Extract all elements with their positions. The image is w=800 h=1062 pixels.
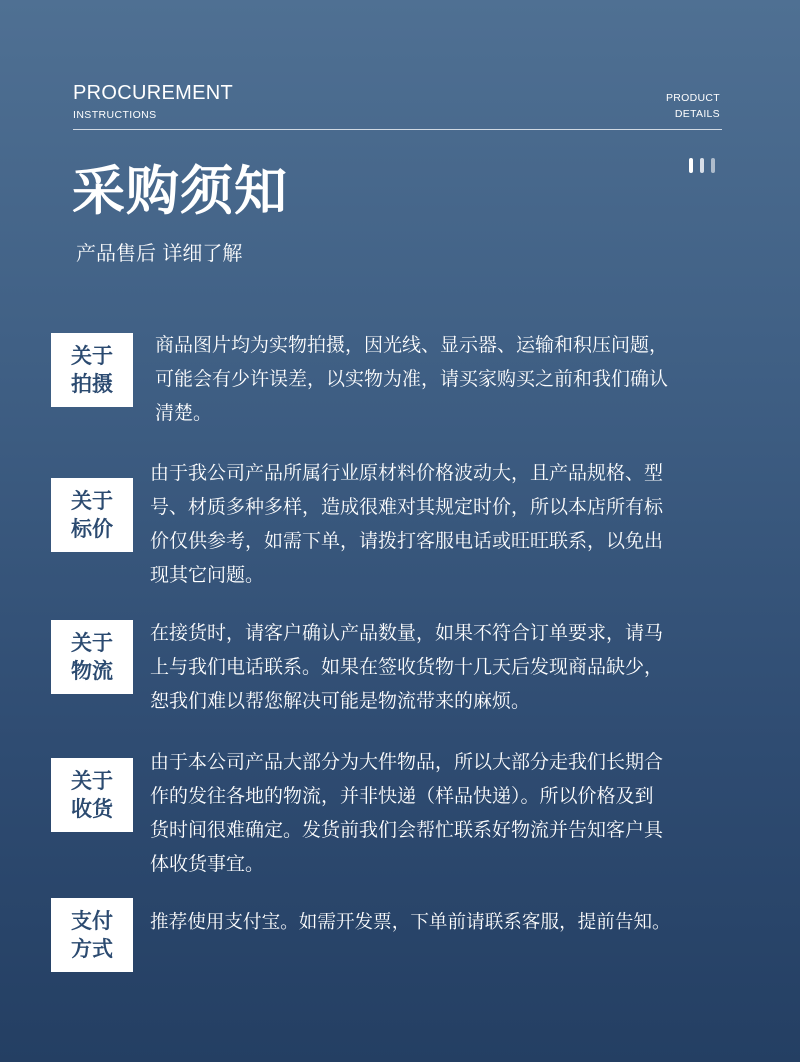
section-text-receiving: 由于本公司产品大部分为大件物品，所以大部分走我们长期合 作的发往各地的物流，并非快递（样品快递）。所以价格及到 货时间很难确定。发货前我们会帮忙联系好物流并告知客户具 体收货事宜。 [150,751,664,875]
header-divider [73,129,722,130]
badge-line2: 方式 [71,937,113,961]
header-right [666,90,720,122]
details-label: DETAILS [674,108,720,120]
section-badge-price [51,478,133,552]
section-text-logistics: 在接货时，请客户确认产品数量，如果不符合订单要求，请马 上与我们电话联系。如果在签收货物十几天后发现商品缺少， 恕我们难以帮您解决可能是物流带来的麻烦。 [150,622,664,712]
page-title: 采购须知 [72,161,288,222]
section-text-payment: 推荐使用支付宝。如需开发票，下单前请联系客服，提前告知。 [150,912,671,933]
badge-line2: 收货 [71,797,113,821]
badge-line1: 支付 [71,909,113,933]
badge-line2: 标价 [71,517,113,541]
section-badge-photo [51,333,133,407]
section-text-price: 由于我公司产品所属行业原材料价格波动大，且产品规格、型 号、材质多种多样，造成很难对其规定时价，所以本店所有标 价仅供参考，如需下单，请拨打客服电话或旺旺联系，以免出 现其它问题。 [150,462,664,586]
decorative-dots-icon [689,158,715,173]
dot-bar-icon [711,158,715,173]
dot-bar-icon [689,158,693,173]
badge-line2: 物流 [71,659,113,683]
badge-line2: 拍摄 [71,372,113,396]
section-badge-logistics [51,620,133,694]
header-left [73,82,233,121]
procurement-title: PROCUREMENT [73,82,233,104]
badge-line1: 关于 [71,631,113,655]
badge-line1: 关于 [71,489,113,513]
dot-bar-icon [700,158,704,173]
section-badge-receiving [51,758,133,832]
instructions-subtitle: INSTRUCTIONS [73,109,157,121]
product-label: PRODUCT [665,92,720,104]
badge-line1: 关于 [71,344,113,368]
section-text-photo: 商品图片均为实物拍摄，因光线、显示器、运输和积压问题， 可能会有少许误差，以实物为准，请买家购买之前和我们确认 清楚。 [155,334,669,424]
page-subtitle: 产品售后 详细了解 [76,241,243,265]
badge-line1: 关于 [71,769,113,793]
section-badge-payment [51,898,133,972]
